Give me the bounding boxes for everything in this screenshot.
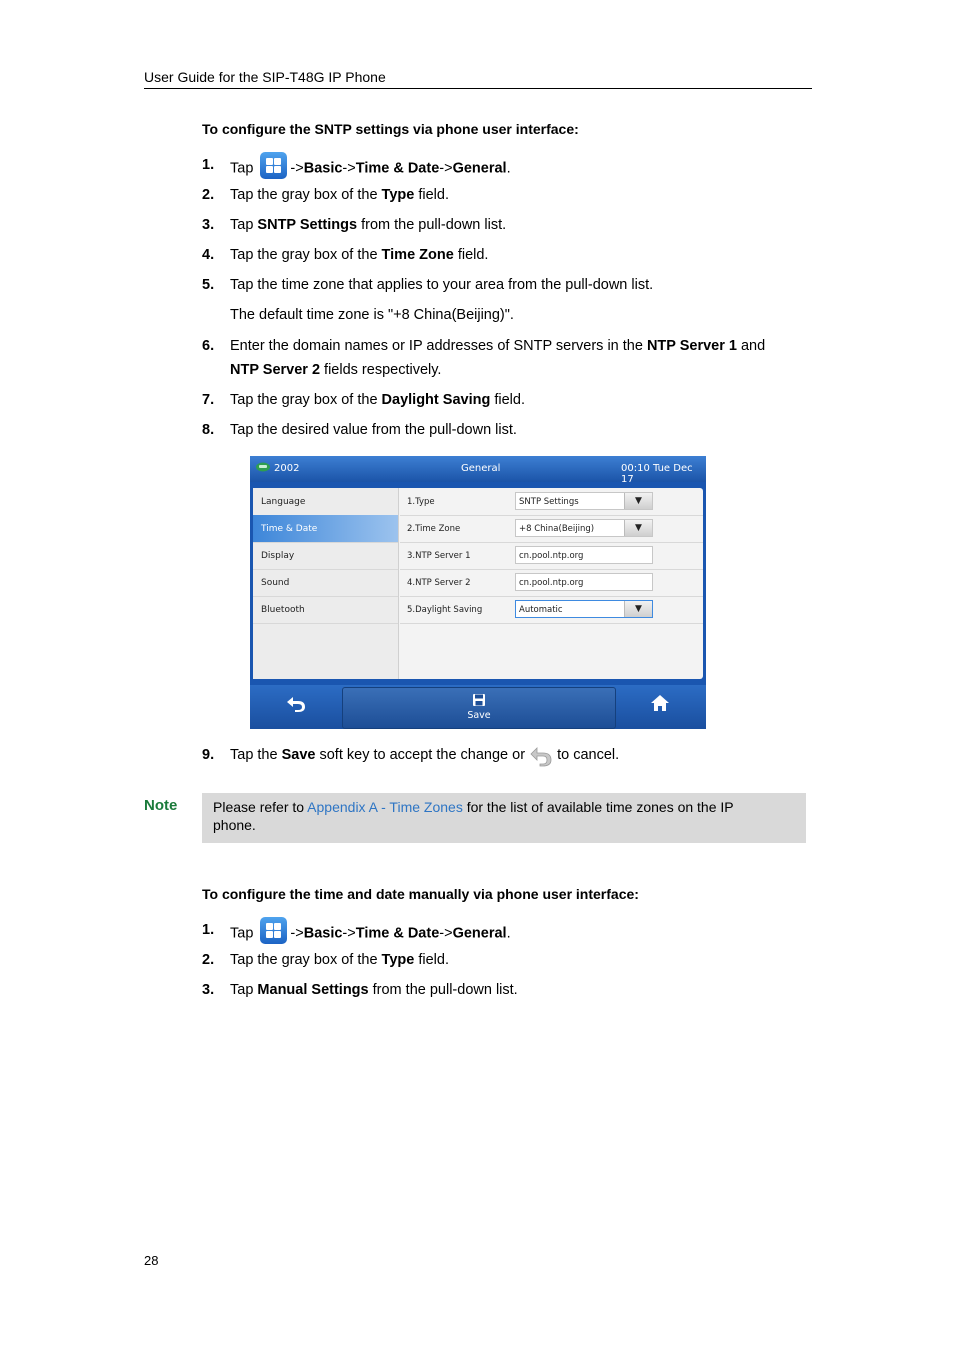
menu-sound[interactable]: [253, 569, 398, 597]
step-text: field.: [414, 187, 449, 203]
row-ntp-server-2: [400, 569, 703, 597]
dropdown-arrow-icon: ▼: [624, 520, 652, 536]
section-title-manual: To configure the time and date manually via phone user interface:: [202, 886, 639, 902]
back-icon: [529, 745, 553, 765]
menu-time-date[interactable]: [253, 515, 398, 543]
dropdown-arrow-icon: ▼: [624, 493, 652, 509]
period: .: [506, 925, 511, 942]
bold-term: SNTP Settings: [257, 217, 358, 233]
step-text: to cancel.: [553, 747, 620, 763]
appendix-link[interactable]: Appendix A - Time Zones: [307, 799, 463, 815]
menu-label: Language: [261, 497, 306, 507]
menu-label: Display: [261, 551, 295, 561]
phone-title: General: [461, 463, 501, 474]
save-label: Save: [467, 710, 491, 721]
step-text: field.: [490, 392, 525, 408]
step-number: 7.: [202, 392, 215, 408]
step-5-subtext: The default time zone is "+8 China(Beijing)".: [230, 307, 514, 323]
step-text: field.: [453, 247, 489, 263]
step-text: Tap the: [230, 747, 282, 763]
step-text: Tap: [230, 925, 254, 942]
bold-term: Time Zone: [381, 247, 454, 263]
field-value: +8 China(Beijing): [519, 524, 595, 534]
note-text: Please refer to: [213, 799, 308, 815]
step-6-line2: [230, 360, 441, 380]
step-text: Tap: [230, 217, 258, 233]
menu-apps-icon: [260, 917, 287, 944]
step-number: 6.: [202, 338, 215, 354]
back-icon[interactable]: [286, 695, 306, 717]
row-label: 4.NTP Server 2: [407, 578, 471, 588]
step-text: soft key to accept the change or: [315, 747, 530, 763]
bold-term: Type: [381, 187, 415, 203]
section-title-sntp: To configure the SNTP settings via phone user interface:: [202, 121, 579, 137]
bold-time-date: Time & Date: [355, 925, 440, 942]
note-box: [202, 793, 806, 843]
row-label: 1.Type: [407, 497, 435, 507]
note-text: for the list of available time zones on the IP: [462, 799, 734, 815]
page-number: 28: [144, 1253, 159, 1268]
field-value: cn.pool.ntp.org: [519, 551, 584, 561]
step-number: 9.: [202, 747, 215, 763]
bold-general: General: [452, 160, 507, 177]
step-text: and: [736, 338, 766, 354]
step-text: from the pull-down list.: [357, 217, 507, 233]
menu-label: Sound: [261, 578, 290, 588]
bold-basic: Basic: [303, 925, 343, 942]
bold-general: General: [452, 925, 507, 942]
menu-label: Bluetooth: [261, 605, 305, 615]
bold-term: NTP Server 1: [646, 338, 737, 354]
step-text: Tap: [230, 982, 258, 998]
row-label: 2.Time Zone: [407, 524, 461, 534]
arrow-text: ->: [290, 925, 304, 942]
phone-softkey-bar: [250, 685, 706, 729]
menu-apps-icon: [260, 152, 287, 179]
step-number: 2.: [202, 187, 215, 203]
daylight-saving-select[interactable]: [515, 600, 653, 618]
step-text: Tap the gray box of the: [230, 392, 382, 408]
phone-screenshot: [250, 456, 706, 729]
row-label: 5.Daylight Saving: [407, 605, 483, 615]
home-icon[interactable]: [650, 694, 670, 716]
menu-language[interactable]: [253, 488, 398, 516]
bold-term: NTP Server 2: [230, 362, 321, 378]
step-number: 8.: [202, 422, 215, 438]
phone-handset-icon: [256, 462, 270, 475]
step-number: 5.: [202, 277, 215, 293]
bold-term: Type: [381, 952, 415, 968]
bold-basic: Basic: [303, 160, 343, 177]
arrow-text: ->: [342, 925, 356, 942]
period: .: [506, 160, 511, 177]
dropdown-arrow-icon: ▼: [624, 601, 652, 617]
page-header: User Guide for the SIP-T48G IP Phone: [144, 68, 812, 89]
bold-term: Manual Settings: [257, 982, 369, 998]
step-text: Enter the domain names or IP addresses of SNTP servers in the: [230, 338, 647, 354]
note-text: phone.: [213, 817, 256, 833]
step-text: Tap the gray box of the: [230, 952, 382, 968]
step-number: 1.: [202, 157, 215, 173]
bold-time-date: Time & Date: [355, 160, 440, 177]
save-disk-icon: [343, 693, 615, 710]
row-ntp-server-1: [400, 542, 703, 570]
step-text: Tap the gray box of the: [230, 247, 382, 263]
phone-menu-panel: [253, 488, 399, 679]
arrow-text: ->: [290, 160, 304, 177]
step-text: Tap the time zone that applies to your area from the pull-down list.: [230, 277, 654, 293]
step-text: fields respectively.: [320, 362, 442, 378]
phone-clock: 00:10 Tue Dec 17: [621, 463, 693, 485]
step-text: from the pull-down list.: [368, 982, 518, 998]
arrow-text: ->: [342, 160, 356, 177]
step-number: 3.: [202, 982, 215, 998]
save-softkey[interactable]: [342, 687, 616, 729]
step-number: 4.: [202, 247, 215, 263]
field-value: SNTP Settings: [519, 497, 579, 507]
menu-label: Time & Date: [261, 524, 318, 534]
step-number: 1.: [202, 922, 215, 938]
step-text: field.: [414, 952, 449, 968]
row-type: [400, 488, 703, 516]
time-zone-select[interactable]: [515, 519, 653, 537]
step-number: 3.: [202, 217, 215, 233]
step-text: Tap the desired value from the pull-down list.: [230, 422, 517, 438]
type-select[interactable]: [515, 492, 653, 510]
menu-bluetooth[interactable]: [253, 596, 398, 624]
ntp-server-1-input[interactable]: [515, 546, 653, 564]
phone-body: [253, 488, 703, 679]
phone-status-bar: [250, 456, 706, 485]
step-number: 2.: [202, 952, 215, 968]
field-value: cn.pool.ntp.org: [519, 578, 584, 588]
field-value: Automatic: [519, 605, 563, 615]
bold-term: Daylight Saving: [381, 392, 491, 408]
row-daylight-saving: [400, 596, 703, 624]
note-label: Note: [144, 797, 178, 814]
arrow-text: ->: [439, 160, 453, 177]
row-time-zone: [400, 515, 703, 543]
step-text: Tap the gray box of the: [230, 187, 382, 203]
arrow-text: ->: [439, 925, 453, 942]
step-text: Tap: [230, 160, 254, 177]
ntp-server-2-input[interactable]: [515, 573, 653, 591]
phone-account: 2002: [274, 463, 300, 474]
menu-display[interactable]: [253, 542, 398, 570]
bold-term: Save: [281, 747, 316, 763]
row-label: 3.NTP Server 1: [407, 551, 471, 561]
